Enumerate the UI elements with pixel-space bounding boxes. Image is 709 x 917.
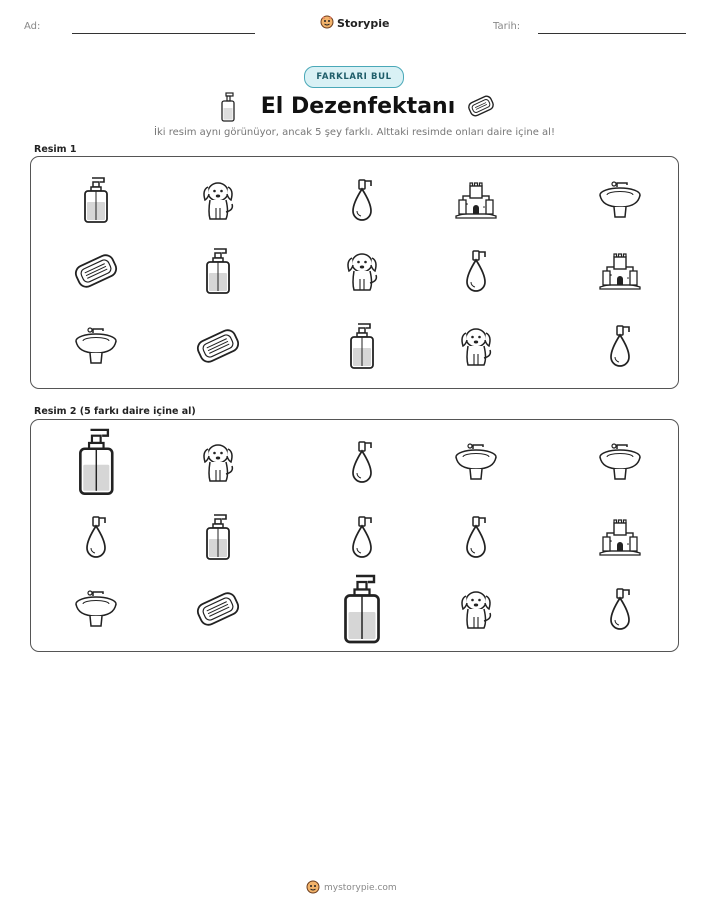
worksheet-type-badge: FARKLARI BUL <box>304 66 404 88</box>
water-drop-icon[interactable] <box>461 514 491 560</box>
name-label: Ad: <box>24 21 41 32</box>
picture1-label: Resim 1 <box>34 144 77 155</box>
storypie-mascot-icon <box>320 15 334 32</box>
title-soap-icon <box>466 94 496 122</box>
soap-bar-icon[interactable] <box>194 589 242 629</box>
page-title: El Dezenfektanı <box>260 94 456 119</box>
pump-bottle-icon <box>82 176 110 224</box>
storypie-footer-icon <box>306 880 320 897</box>
footer <box>306 880 406 896</box>
soap-bar-icon <box>194 326 242 366</box>
sink-icon[interactable] <box>597 441 643 483</box>
footer-site: mystorypie.com <box>324 883 397 893</box>
water-drop-icon[interactable] <box>605 586 635 632</box>
brand-name: Storypie <box>337 16 390 30</box>
pump-bottle-icon[interactable] <box>76 427 117 497</box>
puppy-icon <box>198 178 238 222</box>
water-drop-icon[interactable] <box>81 514 111 560</box>
title-bottle-icon <box>219 92 237 126</box>
puppy-icon[interactable] <box>198 440 238 484</box>
water-drop-icon <box>605 323 635 369</box>
picture2-label: Resim 2 (5 farkı daire içine al) <box>34 406 196 417</box>
puppy-icon <box>456 324 496 368</box>
sandcastle-icon <box>597 251 643 291</box>
water-drop-icon <box>347 177 377 223</box>
name-line[interactable] <box>72 33 255 34</box>
soap-bar-icon <box>72 251 120 291</box>
pump-bottle-icon <box>204 247 232 295</box>
water-drop-icon[interactable] <box>347 439 377 485</box>
pump-bottle-icon[interactable] <box>204 513 232 561</box>
sink-icon[interactable] <box>453 441 499 483</box>
sandcastle-icon <box>453 180 499 220</box>
sink-icon[interactable] <box>73 588 119 630</box>
brand-logo <box>320 14 390 32</box>
pump-bottle-icon <box>348 322 376 370</box>
sink-icon <box>597 179 643 221</box>
water-drop-icon[interactable] <box>347 514 377 560</box>
sink-icon <box>73 325 119 367</box>
puppy-icon[interactable] <box>456 587 496 631</box>
water-drop-icon <box>461 248 491 294</box>
pump-bottle-icon[interactable] <box>341 573 383 645</box>
date-line[interactable] <box>538 33 686 34</box>
puppy-icon <box>342 249 382 293</box>
sandcastle-icon[interactable] <box>597 517 643 557</box>
date-label: Tarih: <box>493 21 521 32</box>
instructions: İki resim aynı görünüyor, ancak 5 şey farklı. Alttaki resimde onları daire içine al! <box>154 127 555 138</box>
